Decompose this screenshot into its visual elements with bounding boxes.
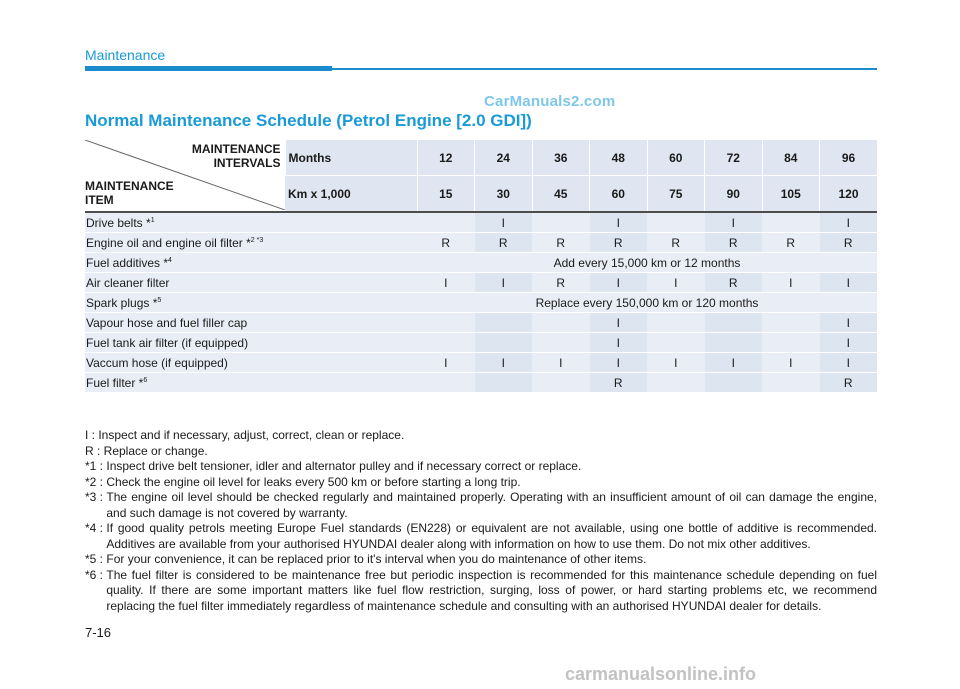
table-row — [85, 353, 877, 373]
schedule-cell: R — [532, 273, 590, 293]
interval-note-cell: Add every 15,000 km or 12 months — [417, 253, 877, 273]
footnote-text: The fuel filter is considered to be maintenance free but periodic inspection is recommended for this maintenance schedule depending on fuel quality. If there are some important matters like fuel flow restriction, surging, loss of power, or hard starting problems etc, we recommend replacing the fuel filter immediately regardless of maintenance schedule and consulting with an authorised HYUNDAI dealer for details. — [106, 567, 877, 613]
page-number: 7-16 — [85, 625, 112, 640]
schedule-cell — [705, 333, 763, 353]
months-header-cell: 12 — [417, 140, 475, 176]
footnote — [85, 568, 877, 615]
footnote-text: Check the engine oil level for leaks every 500 km or before starting a long trip. — [106, 474, 521, 489]
schedule-cell: I — [590, 333, 648, 353]
interval-note-cell: Replace every 150,000 km or 120 months — [417, 293, 877, 313]
schedule-cell: R — [705, 233, 763, 253]
schedule-cell: I — [820, 353, 878, 373]
schedule-cell: I — [417, 273, 475, 293]
schedule-cell: I — [820, 313, 878, 333]
schedule-cell — [762, 212, 820, 233]
maintenance-item: Air cleaner filter — [85, 273, 417, 293]
footnote-marker: 4 — [168, 256, 172, 264]
schedule-cell — [705, 373, 763, 393]
schedule-cell — [417, 212, 475, 233]
schedule-cell — [705, 313, 763, 333]
footnote-text: Inspect and if necessary, adjust, correct, clean or replace. — [98, 428, 405, 442]
months-header-cell: 84 — [762, 140, 820, 176]
schedule-cell: I — [647, 353, 705, 373]
schedule-cell: I — [475, 273, 533, 293]
header-row-months — [85, 140, 877, 176]
schedule-cell — [475, 373, 533, 393]
schedule-cell: I — [590, 212, 648, 233]
schedule-cell: I — [820, 212, 878, 233]
section-label: Maintenance — [85, 47, 166, 63]
schedule-cell: I — [532, 353, 590, 373]
footnote-key: *4 : — [85, 521, 107, 535]
schedule-cell: I — [590, 353, 648, 373]
footnote-marker: 2 *3 — [250, 236, 264, 244]
schedule-cell — [417, 333, 475, 353]
schedule-cell — [647, 333, 705, 353]
footnote-key: I : — [85, 428, 99, 442]
footnote-text: Inspect drive belt tensioner, idler and alternator pulley and if necessary correct or replace. — [106, 459, 582, 473]
schedule-cell — [475, 333, 533, 353]
schedule-cell: R — [417, 233, 475, 253]
footnote-marker: 5 — [157, 296, 162, 304]
schedule-cell — [475, 313, 533, 333]
schedule-cell: R — [475, 233, 533, 253]
km-label: Km x 1,000 — [285, 176, 417, 213]
km-header-cell: 45 — [532, 176, 590, 213]
footnote-key: R : — [85, 443, 104, 458]
footnote — [85, 475, 877, 491]
schedule-cell — [532, 313, 590, 333]
maintenance-item: Vapour hose and fuel filler cap — [85, 313, 417, 333]
footnote-key: *5 : — [85, 552, 107, 566]
schedule-cell: R — [762, 233, 820, 253]
watermark-top: CarManuals2.com — [484, 93, 616, 110]
header-rule-thick — [85, 66, 332, 71]
schedule-cell: I — [417, 353, 475, 373]
schedule-cell — [532, 373, 590, 393]
footnote-key: *3 : — [85, 490, 107, 504]
km-header-cell: 30 — [475, 176, 533, 213]
footnote — [85, 490, 877, 521]
watermark-bottom: carmanualsonline.info — [565, 664, 757, 684]
footnote-key: *2 : — [85, 474, 107, 489]
table-row — [85, 273, 877, 293]
footnote — [85, 428, 877, 444]
footnote — [85, 444, 877, 460]
schedule-cell — [762, 333, 820, 353]
footnote-key: *6 : — [85, 567, 107, 582]
table-row — [85, 313, 877, 333]
schedule-cell: I — [590, 313, 648, 333]
footnote-text: The engine oil level should be checked regularly and maintained properly. Operating with an insufficient amount of oil can damage the engine, and such damage is not covered by warranty. — [106, 490, 877, 520]
footnote-text: If good quality petrols meeting Europe Fuel standards (EN228) or equivalent are not available, using one bottle of additive is recommended. Additives are available from your authorised HYUNDAI dealer along with information on how to use them. Do not mix other additives. — [106, 521, 877, 551]
header-rule-thin — [332, 68, 877, 70]
schedule-cell: R — [705, 273, 763, 293]
schedule-cell: I — [705, 212, 763, 233]
maintenance-item: Fuel filter *$^6$ — [85, 373, 417, 393]
schedule-cell: I — [820, 333, 878, 353]
schedule-cell — [417, 373, 475, 393]
footnote — [85, 521, 877, 552]
schedule-cell: R — [820, 233, 878, 253]
months-header-cell: 96 — [820, 140, 878, 176]
months-header-cell: 24 — [475, 140, 533, 176]
footnote-key: *1 : — [85, 459, 107, 473]
footnote-marker: 6 — [143, 376, 148, 384]
schedule-cell: R — [647, 233, 705, 253]
schedule-cell — [762, 313, 820, 333]
km-header-cell: 60 — [590, 176, 648, 213]
schedule-cell: I — [590, 273, 648, 293]
schedule-cell: R — [820, 373, 878, 393]
schedule-cell: I — [762, 353, 820, 373]
table-row — [85, 253, 877, 273]
schedule-cell — [532, 212, 590, 233]
schedule-cell — [647, 313, 705, 333]
maintenance-item: Fuel tank air filter (if equipped) — [85, 333, 417, 353]
item-label: MAINTENANCE ITEM — [85, 179, 174, 207]
schedule-cell: I — [475, 212, 533, 233]
schedule-cell: I — [762, 273, 820, 293]
schedule-cell — [532, 333, 590, 353]
maintenance-schedule-table — [85, 139, 877, 393]
months-header-cell: 72 — [705, 140, 763, 176]
maintenance-item: Vaccum hose (if equipped) — [85, 353, 417, 373]
schedule-cell — [417, 313, 475, 333]
months-header-cell: 36 — [532, 140, 590, 176]
footnote — [85, 552, 877, 568]
schedule-cell: R — [590, 373, 648, 393]
schedule-cell: I — [475, 353, 533, 373]
maintenance-item: Drive belts *$^1$ — [85, 212, 417, 233]
table-row — [85, 373, 877, 393]
maintenance-item: Spark plugs *$^5$ — [85, 293, 417, 313]
footnote-text: For your convenience, it can be replaced prior to it's interval when you do maintenance of other items. — [106, 552, 647, 566]
page-title: Normal Maintenance Schedule (Petrol Engine [2.0 GDI]) — [85, 111, 532, 130]
table-row — [85, 212, 877, 233]
months-header-cell: 60 — [647, 140, 705, 176]
schedule-cell: R — [590, 233, 648, 253]
schedule-cell: I — [647, 273, 705, 293]
table-corner-cell — [85, 140, 285, 213]
intervals-label: MAINTENANCE INTERVALS — [191, 142, 281, 170]
km-header-cell: 75 — [647, 176, 705, 213]
km-header-cell: 15 — [417, 176, 475, 213]
schedule-cell — [647, 373, 705, 393]
footnote-marker: 1 — [150, 216, 155, 224]
footnote-text: Replace or change. — [103, 443, 208, 458]
schedule-cell: I — [705, 353, 763, 373]
months-label: Months — [285, 140, 417, 176]
schedule-cell: R — [532, 233, 590, 253]
notes-section — [85, 428, 877, 614]
table-row — [85, 293, 877, 313]
schedule-cell — [647, 212, 705, 233]
table-row — [85, 333, 877, 353]
maintenance-item: Engine oil and engine oil filter *$^{2 *3}$ — [85, 233, 417, 253]
maintenance-item: Fuel additives *$^4$ — [85, 253, 417, 273]
km-header-cell: 105 — [762, 176, 820, 213]
schedule-cell: I — [820, 273, 878, 293]
schedule-cell — [762, 373, 820, 393]
table-row — [85, 233, 877, 253]
km-header-cell: 90 — [705, 176, 763, 213]
km-header-cell: 120 — [820, 176, 878, 213]
footnote — [85, 459, 877, 475]
months-header-cell: 48 — [590, 140, 648, 176]
